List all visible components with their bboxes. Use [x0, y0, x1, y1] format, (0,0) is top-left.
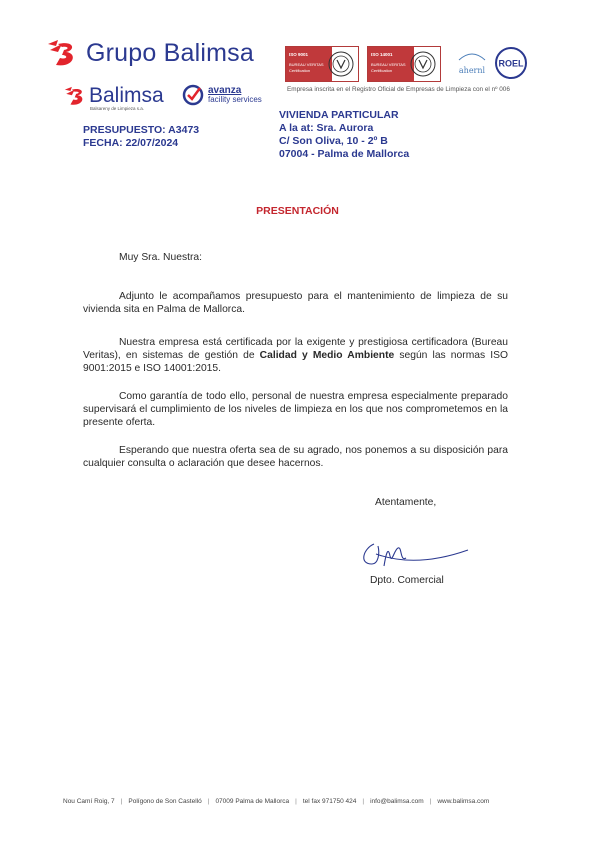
balimsa-logo [62, 84, 164, 111]
avanza-check-icon [182, 84, 204, 106]
registry-note: Empresa inscrita en el Registro Oficial de Empresas de Limpieza con el nº 006 [287, 86, 510, 93]
closing-text: Atentamente, [375, 497, 437, 508]
aherml-arc-icon [455, 51, 489, 61]
avanza-logo [182, 84, 262, 106]
footer-separator: | [295, 798, 297, 805]
letter-title: PRESENTACIÓN [256, 205, 339, 217]
footer-email[interactable]: info@balimsa.com [370, 798, 424, 805]
p2-text-after: según las normas ISO 9001:2015 e ISO 14001:2015. [83, 350, 509, 375]
bureau-veritas-seal-icon [328, 50, 354, 78]
letter-greeting [83, 251, 508, 264]
bureau-veritas-seal-icon [410, 50, 436, 78]
cert-label: Certification [371, 68, 393, 73]
client-city: 07004 - Palma de Mallorca [279, 148, 410, 160]
footer-address: Nou Camí Roig, 7 [63, 798, 115, 805]
roel-logo-icon [494, 46, 528, 80]
balimsa-small-mark-icon [62, 85, 86, 107]
footer-separator: | [207, 798, 210, 805]
avanza-tagline: facility services [208, 95, 262, 104]
page-footer [63, 798, 489, 805]
footer-separator: | [429, 798, 432, 805]
greeting-text: Muy Sra. Nuestra: [119, 252, 202, 263]
avanza-name: avanza [208, 85, 242, 96]
company-name: Balimsa [89, 84, 164, 107]
paragraph-2 [83, 336, 508, 376]
cert-label: Certification [289, 68, 311, 73]
paragraph-3: Como garantía de todo ello, personal de nuestra empresa especialmente preparado supervisará el cumplimiento de los niveles de limpieza en los que nos comprometemos en la presente oferta. [83, 391, 508, 429]
client-address-block [279, 109, 409, 161]
footer-postal: 07009 Palma de Mallorca [215, 798, 290, 805]
footer-web[interactable]: www.balimsa.com [437, 798, 490, 805]
footer-separator: | [362, 798, 365, 805]
signature-scribble [354, 524, 474, 574]
cert-iso: ISO 14001 [371, 52, 393, 57]
iso-14001-badge [367, 46, 441, 82]
company-tagline: Balsareny de Limpieza s.a. [90, 106, 145, 111]
p2-text-before: Nuestra empresa está certificada por la exigente y prestigiosa certificadora (Bureau Veritas), en sistemas de gestión de [83, 337, 508, 362]
roel-label: ROEL [498, 58, 524, 69]
client-address: C/ Son Oliva, 10 - 2º B [279, 135, 388, 147]
footer-separator: | [120, 798, 123, 805]
quote-info [83, 124, 199, 150]
department-label: Dpto. Comercial [370, 575, 444, 586]
aherml-label: ahernl [458, 66, 486, 75]
footer-phone: tel fax 971750 424 [302, 798, 357, 805]
p2-bold-text: Calidad y Medio Ambiente [259, 350, 395, 362]
cert-body: BUREAU VERITAS [289, 62, 324, 67]
footer-area: Polígono de Son Castelló [128, 798, 202, 805]
paragraph-4: Esperando que nuestra oferta sea de su agrado, nos ponemos a su disposición para cualquier consulta o aclaración que desee hacernos. [83, 445, 508, 470]
client-attention: A la at: Sra. Aurora [279, 122, 374, 134]
cert-iso: ISO 9001 [289, 52, 309, 57]
grupo-balimsa-logo [44, 38, 254, 68]
paragraph-1: Adjunto le acompañamos presupuesto para el mantenimiento de limpieza de su vivienda sita en Palma de Mallorca. [83, 291, 508, 316]
quote-number: PRESUPUESTO: A3473 [83, 124, 200, 136]
cert-body: BUREAU VERITAS [371, 62, 406, 67]
client-type: VIVIENDA PARTICULAR [279, 109, 399, 121]
iso-9001-badge [285, 46, 359, 82]
group-name: Grupo Balimsa [86, 38, 254, 67]
quote-date: FECHA: 22/07/2024 [83, 137, 179, 149]
aherml-logo [455, 48, 489, 78]
balimsa-b-mark-icon [44, 38, 78, 68]
